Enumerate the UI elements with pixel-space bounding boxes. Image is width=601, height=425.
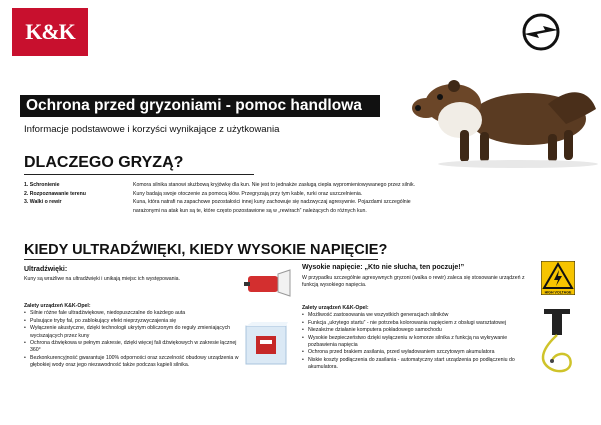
ultrasound-bullets [24, 310, 239, 369]
ultrasound-column [24, 266, 239, 283]
list-item: • Ochrona dźwiękowa w pełnym zakresie, dzięki więcej fali dźwiękowych w zakresie łącznej 360° [24, 340, 239, 355]
why-paragraph: Kuna, która natrafi na zapachowe pozostałości innej kuny zachowuje się nadzwyczaj agresywnie. Pojazdami szczególnie [133, 199, 411, 206]
warning-label: HIGH VOLTAGE [544, 290, 572, 295]
list-item: • Bezkonkurencyjność gwarantuje 100% odporności oraz szczelność obudowy urządzenia w głębokiej wody oraz jego niezawodność także podczas kąpieli silnika. [24, 355, 239, 370]
high-voltage-advantages-heading: Zalety urządzeń K&K-Opel: [302, 305, 369, 311]
why-rule [24, 174, 254, 175]
list-item: • Możliwość zastosowania we wszystkich generacjach silników [302, 312, 534, 319]
ultrasound-device-image [244, 268, 292, 298]
why-heading: DLACZEGO GRYZĄ? [24, 154, 184, 171]
list-item: • Niskie koszty podłączenia do zasilania - automatyczny start urządzenia po podłączeniu do akumulatora. [302, 357, 534, 372]
list-item: • Wysokie bezpieczeństwo dzięki wyłączeniu w komorze silnika z funkcją na wykrywanie pozbawienia napięcia [302, 335, 534, 350]
ultrasound-advantages [24, 303, 239, 370]
high-voltage-bullets [302, 312, 534, 371]
why-paragraph: Komora silnika stanowi służbową kryjówkę dla kun. Nie jest to jednakże zasługą ciepła wypromieniowywanego przez silnik. [133, 182, 415, 188]
why-explanations [133, 181, 573, 216]
high-voltage-probe-image [534, 305, 580, 377]
high-voltage-advantages [302, 305, 534, 372]
list-item: • Ochrona przed brakiem zasilania, przed wyładowaniem szczytowym akumulatora [302, 349, 534, 356]
ultrasound-heading: Ultradźwięki: [24, 266, 68, 273]
high-voltage-column [302, 264, 534, 290]
list-item: • Funkcja „ukrytego startu” - nie potrzeba kolorowania napięciem z obsługi warsztatowej [302, 320, 534, 327]
why-reason: 1. Schronienie [24, 182, 60, 188]
waterproof-device-image [244, 320, 288, 366]
section-rule [24, 259, 378, 260]
high-voltage-intro: W przypadku szczególnie agresywnych gryzoni (walka o rewir) zaleca się stosowanie urządzeń z funkcją wysokiego napięcia. [302, 275, 525, 289]
why-reason: 2. Rozpoznawanie terenu [24, 190, 86, 197]
page-subtitle: Informacje podstawowe i korzyści wynikające z użytkowania [24, 124, 280, 135]
why-paragraph: Kuny badają swoje otoczenie za pomocą kłów. Przegryzają przy tym kable, rurki oraz uszczelnienia. [133, 190, 363, 197]
list-item: • Silnie różne fale ultradźwiękowe, niedopuszczalne do każdego auta [24, 310, 239, 317]
ultrasound-advantages-heading: Zalety urządzeń K&K-Opel: [24, 303, 91, 309]
opel-logo-icon [521, 12, 561, 52]
why-paragraph: narażonymi na atak kun są te, które często pozostawione są w „rewirach” należących do różnych kun. [133, 208, 367, 215]
high-voltage-warning-icon [541, 261, 575, 295]
high-voltage-heading: Wysokie napięcie: „Kto nie słucha, ten poczuje!” [302, 264, 465, 271]
marten-image [398, 64, 598, 169]
ultrasound-intro: Kuny są wrażliwe na ultradźwięki i unikają miejsc ich występowania. [24, 276, 180, 282]
why-reasons-list [24, 181, 86, 207]
list-item: • Wyłączenie akustyczne, dzięki technologii ukrytym obliczonym do reguły zmieniających wyciszających przez kuny [24, 325, 239, 340]
page-title: Ochrona przed gryzoniami - pomoc handlowa [20, 95, 380, 117]
kk-logo: K&K [12, 8, 88, 56]
list-item: • Pulsujące tryby fal, po zablokujący efekt nieprzyzwyczajenia się [24, 318, 239, 325]
why-reason: 3. Walki o rewir [24, 199, 62, 206]
section-heading: KIEDY ULTRADŹWIĘKI, KIEDY WYSOKIE NAPIĘCIE? [24, 242, 388, 258]
list-item: • Niezależne działanie komputera pokładowego samochodu [302, 327, 534, 334]
